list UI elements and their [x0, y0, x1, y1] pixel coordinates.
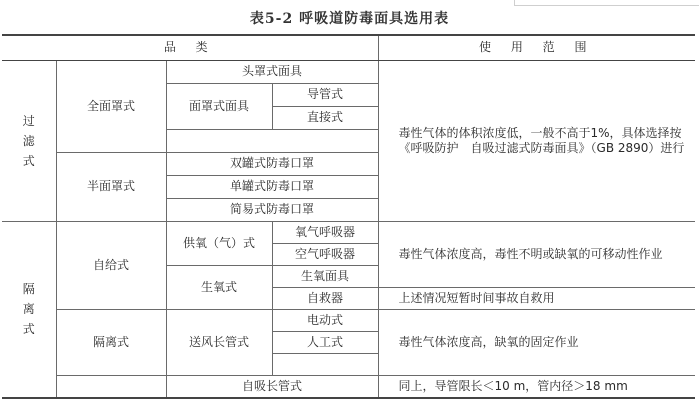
single-can-cell: 单罐式防毒口罩: [166, 175, 378, 198]
full-mask-cell: 全面罩式: [56, 60, 166, 152]
table-title: 表5-2 呼吸道防毒面具选用表: [249, 11, 450, 27]
scope-suction-cell: 同上，导管限长＜10 m，管内径＞18 mm: [378, 375, 695, 398]
scope-rescue-cell: 上述情况短暂时间事故自救用: [378, 287, 695, 309]
self-rescuer-cell: 自救器: [272, 287, 378, 309]
table-row: [2, 375, 695, 398]
filter-scope-cell: 毒性气体的体积浓度低，一般不高于1%，具体选择按《呼吸防护 自吸过滤式防毒面具》（GB 2890）进行: [378, 60, 695, 221]
table-row: [2, 60, 695, 83]
suction-hose-cell: 自吸长管式: [166, 375, 378, 398]
half-mask-cell: 半面罩式: [56, 152, 166, 221]
mask-selection-table: [2, 34, 695, 399]
catheter-cell: 导管式: [272, 83, 378, 106]
air-respirator-cell: 空气呼吸器: [272, 243, 378, 265]
simple-mask-cell: 简易式防毒口罩: [166, 198, 378, 221]
manual-cell: 人工式: [272, 331, 378, 353]
self-contained-cell: 自给式: [56, 221, 166, 309]
oxygen-respirator-cell: 氧气呼吸器: [272, 221, 378, 243]
table-row: [2, 221, 695, 243]
table-row: [2, 309, 695, 331]
scope-fixed-cell: 毒性气体浓度高，缺氧的固定作业: [378, 309, 695, 375]
isolated-cell: 隔离式: [56, 309, 166, 375]
header-row: [2, 35, 695, 60]
filter-group-label: 过 滤 式: [22, 113, 35, 168]
header-category: 品 类: [2, 35, 378, 60]
filter-group-cell: [2, 60, 56, 221]
oxygen-supply-cell: 供氧（气）式: [166, 221, 272, 265]
head-mask-cell: 头罩式面具: [166, 60, 378, 83]
oxygen-generating-cell: 生氧式: [166, 265, 272, 309]
scope-supply-cell: 毒性气体浓度高，毒性不明或缺氧的可移动性作业: [378, 221, 695, 287]
header-scope: 使 用 范 围: [378, 35, 695, 60]
face-mask-cell: 面罩式面具: [166, 83, 272, 129]
air-hose-cell: 送风长管式: [166, 309, 272, 375]
oxygen-mask-cell: 生氧面具: [272, 265, 378, 287]
empty-cell: [166, 129, 378, 152]
isolation-group-label: 隔 离 式: [22, 282, 35, 337]
empty-cell: [272, 353, 378, 375]
direct-cell: 直接式: [272, 106, 378, 129]
double-can-cell: 双罐式防毒口罩: [166, 152, 378, 175]
isolation-group-cell: [2, 221, 56, 398]
electric-cell: 电动式: [272, 309, 378, 331]
empty-cell: [56, 375, 166, 398]
corner-line: [514, 5, 699, 6]
